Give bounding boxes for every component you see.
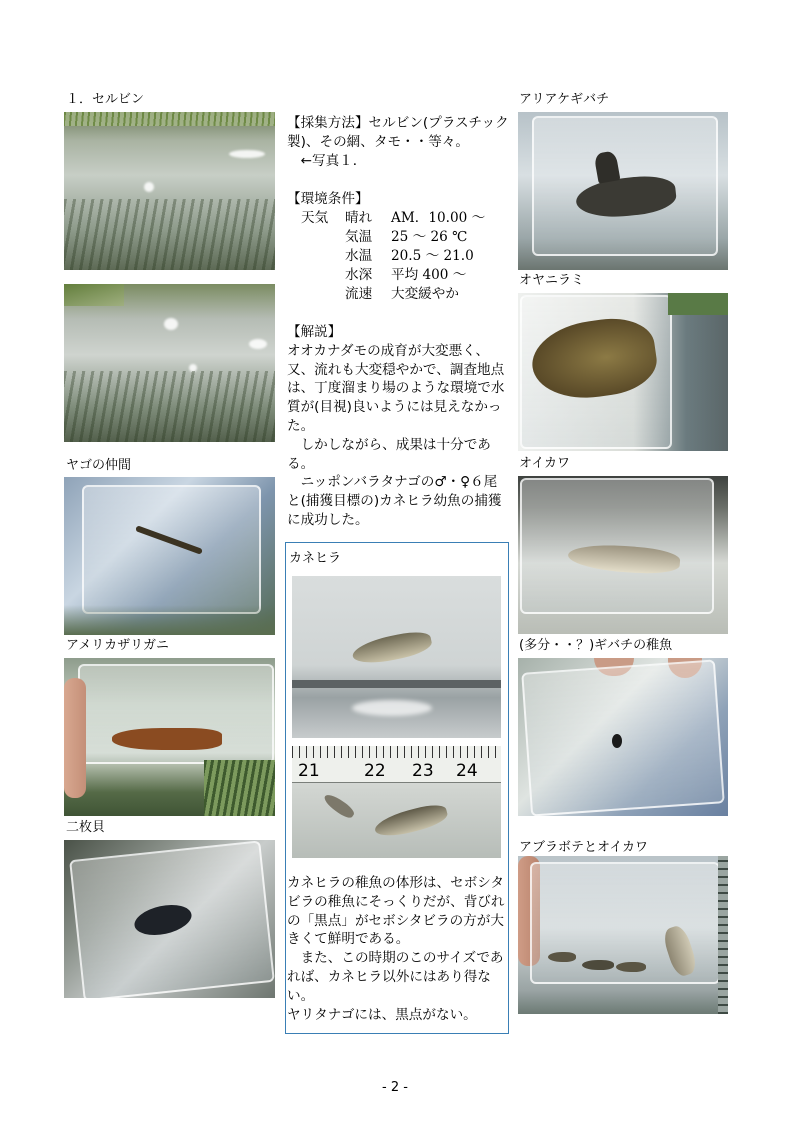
photo-reference: ←写真１． <box>300 152 367 169</box>
caption-ariake: アリアケギバチ <box>519 92 610 107</box>
page-number: - 2 - <box>382 1080 408 1095</box>
photo-kanehira-ruler <box>292 746 501 858</box>
photo-yago <box>64 477 275 635</box>
collection-method-text: 【採集方法】セルビン(プラスチック製)、その網、タモ・・等々。 <box>287 115 509 150</box>
caption-gibachi: (多分・・？)ギバチの稚魚 <box>519 638 673 653</box>
photo-kanehira-fry <box>292 576 501 738</box>
photo-zarigani <box>64 658 275 816</box>
commentary-heading: 【解説】 <box>287 324 342 340</box>
caption-yago: ヤゴの仲間 <box>66 458 132 473</box>
photo-serubin-1 <box>64 112 275 270</box>
photo-aburabote <box>518 856 728 1014</box>
gibachi-fry <box>612 734 622 748</box>
env-row-1: 天気 晴れ AM．10.00 ～ <box>301 210 486 226</box>
kanehira-notes <box>287 874 507 1024</box>
kanehira-box-title: カネヒラ <box>289 551 342 566</box>
ruler <box>292 746 501 783</box>
photo-nimaigai <box>64 840 275 998</box>
env-row-2: 気温 25 ～ 26 ℃ <box>345 229 468 245</box>
caption-oikawa: オイカワ <box>519 456 570 471</box>
env-row-3: 水温 20.5 ～ 21.0 <box>345 248 474 264</box>
kanehira-note-1: カネヒラの稚魚の体形は、セボシタビラの稚魚にそっくりだが、背びれの「黒点」がセボシタビラの方が大きくて鮮明である。 <box>287 875 505 948</box>
caption-oyanirami: オヤニラミ <box>519 273 585 288</box>
env-row-5: 流速 大変緩やか <box>345 286 459 302</box>
photo-oyanirami <box>518 293 728 451</box>
photo-serubin-2 <box>64 284 275 442</box>
photo-oikawa <box>518 476 728 634</box>
photo-gibachi <box>518 658 728 816</box>
commentary <box>287 323 509 530</box>
ruler-label-21: 21 <box>298 761 320 781</box>
environment-heading: 【環境条件】 <box>287 191 369 207</box>
ruler-label-23: 23 <box>412 761 434 781</box>
commentary-paragraph-1: オオカナダモの成育が大変悪く、又、流れも大変穏やかで、調査地点は、丁度溜まり場のような環境で水質が(目視)良いようには見えなかった。 <box>287 342 505 434</box>
commentary-paragraph-3: ニッポンバラタナゴの♂・♀６尾と(捕獲目標の)カネヒラ幼魚の捕獲に成功した。 <box>287 474 502 528</box>
env-row-4: 水深 平均 400 ～ <box>345 267 467 283</box>
caption-nimaigai: 二枚貝 <box>66 820 106 835</box>
collection-method <box>287 114 509 170</box>
ruler-label-24: 24 <box>456 761 478 781</box>
caption-zarigani: アメリカザリガニ <box>66 638 169 653</box>
kanehira-note-3: ヤリタナゴには、黒点がない。 <box>287 1006 477 1023</box>
section-title-serubin: １．セルビン <box>66 92 145 107</box>
caption-aburabote: アブラボテとオイカワ <box>519 840 648 855</box>
kanehira-note-2: また、この時期のこのサイズであれば、カネヒラ以外にはあり得ない。 <box>287 950 504 1004</box>
kanehira-fish <box>350 628 433 668</box>
small-fish <box>322 791 357 820</box>
photo-ariake <box>518 112 728 270</box>
ruler-label-22: 22 <box>364 761 386 781</box>
commentary-paragraph-2: しかしながら、成果は十分である。 <box>287 436 491 472</box>
kanehira-fish-ruler <box>372 801 449 841</box>
